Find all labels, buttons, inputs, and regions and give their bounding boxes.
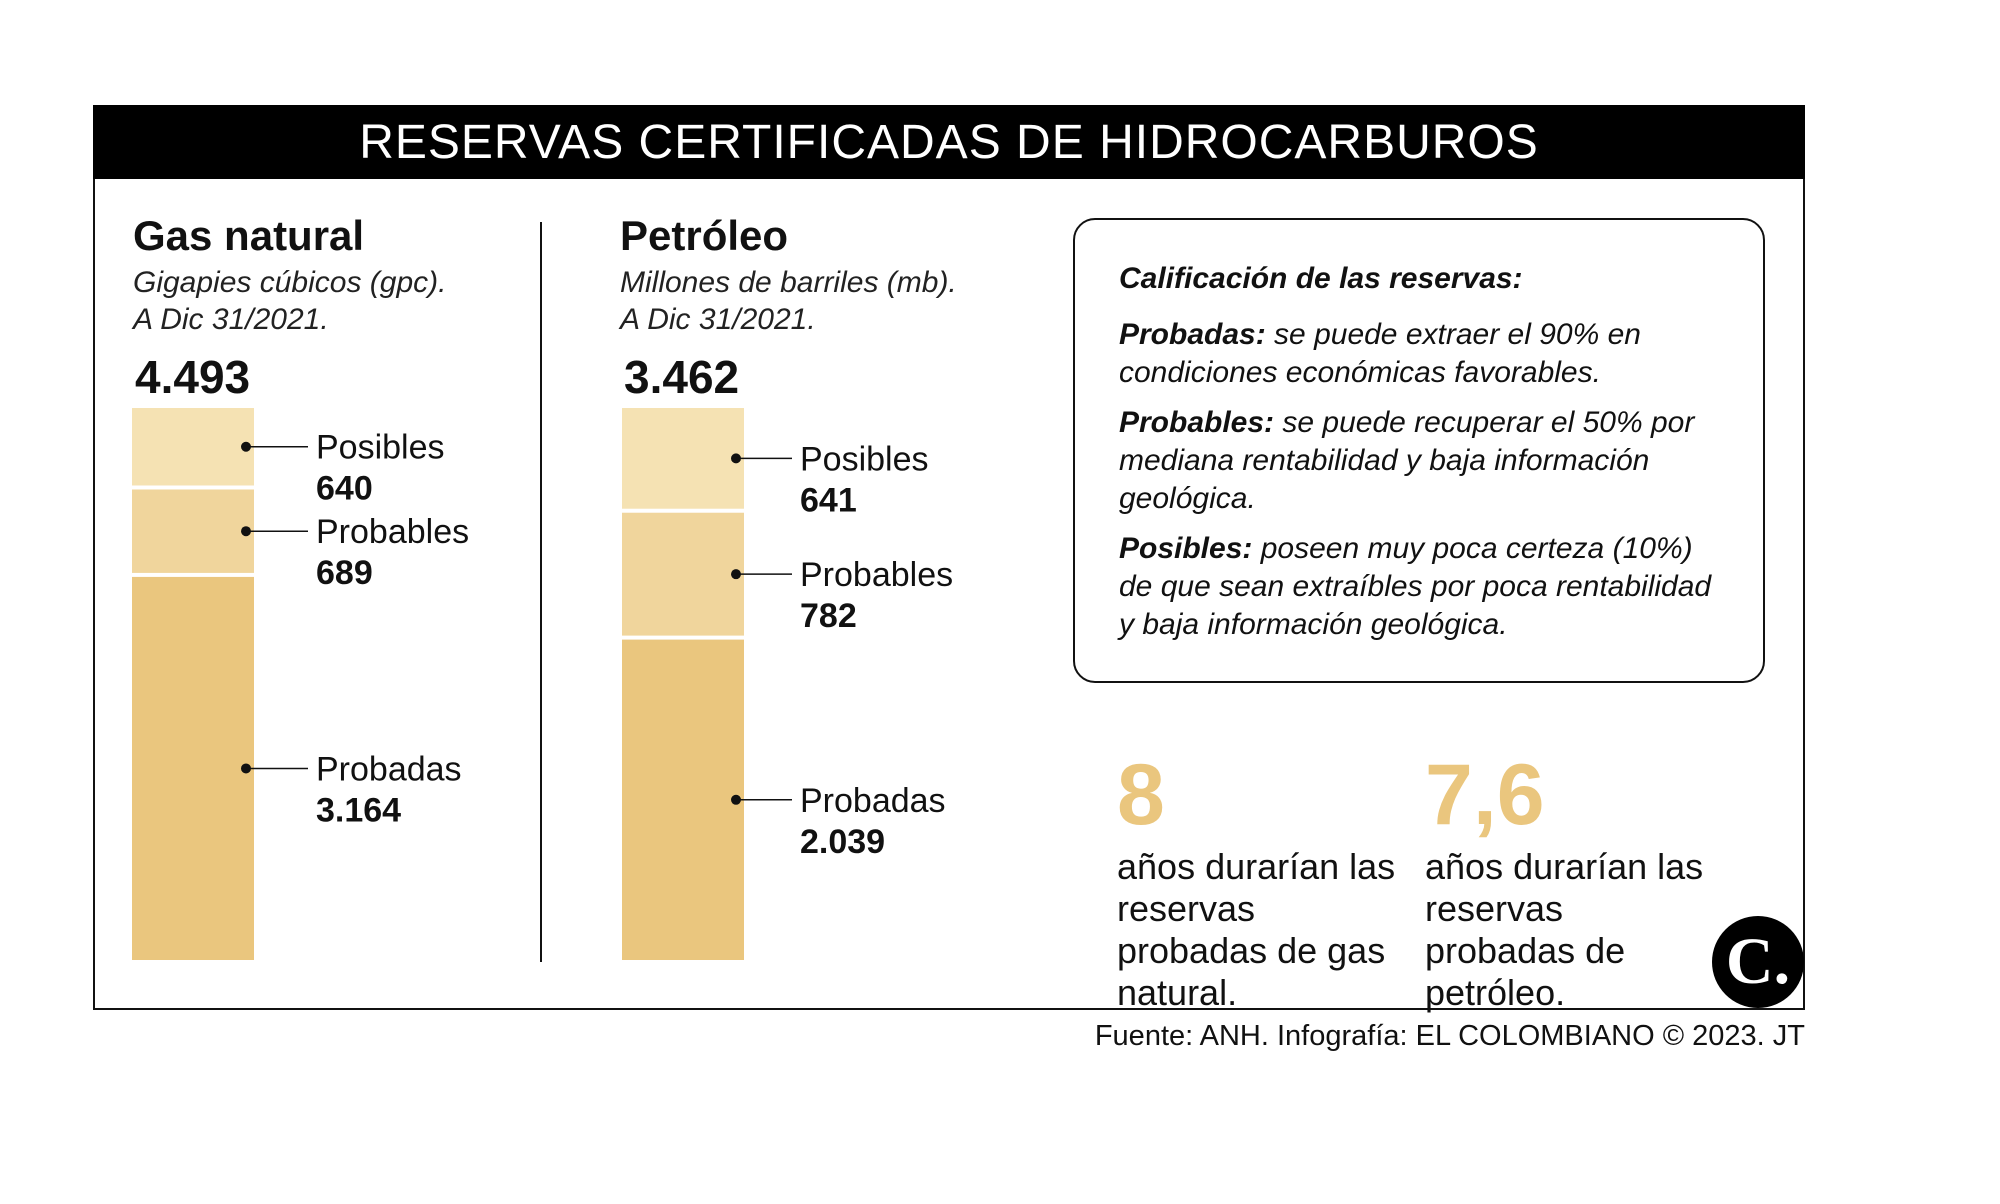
oil-segment-name-probables: Probables bbox=[800, 556, 954, 595]
gas-bar-segment-probadas bbox=[132, 577, 254, 960]
gas-segment-name-probables: Probables bbox=[316, 513, 470, 552]
oil-years-number: 7,6 bbox=[1425, 747, 1545, 843]
gas-years-number: 8 bbox=[1117, 747, 1165, 843]
gas-segment-name-probadas: Probadas bbox=[316, 750, 462, 789]
info-heading: Calificación de las reservas: bbox=[1119, 262, 1523, 295]
gas-segment-value-probables: 689 bbox=[316, 554, 373, 593]
gas-segment-value-probadas: 3.164 bbox=[316, 791, 402, 830]
oil-years-stat bbox=[1425, 747, 1715, 1014]
info-item-probables: Probables: se puede recuperar el 50% por mediana rentabilidad y baja información geológica. bbox=[1119, 406, 1695, 515]
gas-years-stat bbox=[1117, 747, 1407, 1014]
oil-segment-name-probadas: Probadas bbox=[800, 781, 946, 820]
oil-chart-total: 3.462 bbox=[624, 351, 740, 403]
oil-segment-name-posibles: Posibles bbox=[800, 440, 929, 479]
info-item-probadas: Probadas: se puede extraer el 90% en condiciones económicas favorables. bbox=[1119, 318, 1641, 389]
oil-bar-segment-probables bbox=[622, 513, 744, 636]
gas-bar-segment-probables bbox=[132, 489, 254, 572]
info-item-posibles: Posibles: poseen muy poca certeza (10%) de que sean extraíbles por poca rentabilidad y baja información geológica. bbox=[1119, 532, 1712, 641]
oil-bar-segment-posibles bbox=[622, 408, 744, 509]
source-credit: Fuente: ANH. Infografía: EL COLOMBIANO © 2023. JT bbox=[1094, 1020, 1805, 1052]
gas-segment-name-posibles: Posibles bbox=[316, 428, 445, 467]
oil-segment-value-posibles: 641 bbox=[800, 481, 857, 520]
el-colombiano-logo: C. bbox=[1712, 916, 1804, 1008]
gas-bar-segment-posibles bbox=[132, 408, 254, 485]
gas-chart-title: Gas natural bbox=[133, 212, 365, 259]
oil-chart-subtitle: Millones de barriles (mb). A Dic 31/2021. bbox=[620, 266, 957, 336]
oil-bar-segment-probadas bbox=[622, 640, 744, 960]
gas-years-text: años durarían las reservas probadas de gas natural. bbox=[1117, 846, 1396, 1013]
oil-years-text: años durarían las reservas probadas de petróleo. bbox=[1425, 846, 1704, 1013]
gas-segment-value-posibles: 640 bbox=[316, 469, 373, 508]
gas-chart-subtitle: Gigapies cúbicos (gpc). A Dic 31/2021. bbox=[133, 266, 447, 336]
oil-segment-value-probables: 782 bbox=[800, 597, 857, 636]
page-title: RESERVAS CERTIFICADAS DE HIDROCARBUROS bbox=[93, 105, 1805, 179]
gas-chart-total: 4.493 bbox=[135, 351, 251, 403]
oil-segment-value-probadas: 2.039 bbox=[800, 822, 886, 861]
oil-chart-title: Petróleo bbox=[620, 212, 789, 259]
reserves-classification-box bbox=[1073, 218, 1765, 683]
